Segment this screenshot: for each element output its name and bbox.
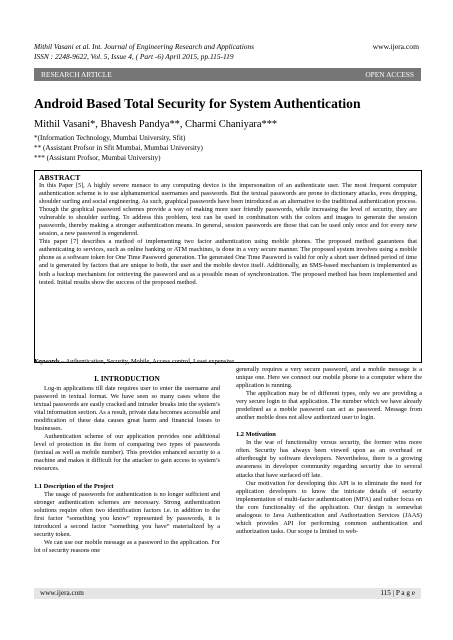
abstract-heading: ABSTRACT	[39, 173, 81, 182]
issn-line: ISSN : 2248-9622, Vol. 5, Issue 4, ( Part -6) April 2015, pp.115-119	[34, 52, 234, 61]
keywords-line	[34, 358, 424, 366]
intro-paragraph-2: Authentication scheme of our application provides one additional level of protection in the form of comparing two types of passwords (textual as well as mobile number). This provides enhanced security to a machine and makes it difficult for the attacker to gain access to system’s resources.	[34, 433, 220, 473]
subsection-heading-motivation: 1.2 Motivation	[236, 431, 276, 439]
open-access-label: OPEN ACCESS	[365, 70, 414, 79]
affiliations	[34, 133, 203, 163]
abstract-paragraph-2: This paper [7] describes a method of implementing two factor authentication using mobile phones. The proposed method guarantees that authenticating to services, such as online banking or ATM machines, is done in a very secure manner. The proposed system involves using a mobile phone as a software token for One Time Password generation. The generated One Time Password is valid for only a short user defined period of time and is generated by factors that are unique to both, the user and the mobile device itself. Additionally, an SMS-based mechanism is implemented as both a backup mechanism for retrieving the password and as a possible mean of synchronization. The proposed method has been implemented and tested. Initial results show the success of the proposed method.	[39, 238, 417, 286]
page-number: 115 | P a g e	[380, 589, 415, 597]
subsection-heading-description: 1.1 Description of the Project	[34, 482, 114, 490]
continued-paragraph: generally requires a very secure password, and a mobile message is a unique one. Here we connect our mobile phone to a computer where the application is running.	[236, 366, 422, 390]
author-list: Mithil Vasani*, Bhavesh Pandya**, Charmi Chaniyara***	[34, 119, 278, 130]
keywords-label: Keywords	[34, 358, 60, 365]
motivation-paragraph-1: In the war of functionality versus security, the former wins more often. Security has always been viewed upon as an overhead or afterthought by software developers. Nevertheless, there is a growing awareness in developer community regarding security due to several attacks that have surfaced off late.	[236, 439, 422, 479]
affiliation-1: *(Information Technology, Mumbai University, Sfit)	[34, 134, 186, 142]
article-type-band	[34, 68, 421, 81]
right-column	[236, 366, 422, 536]
paper-title: Android Based Total Security for System Authentication	[34, 96, 361, 111]
section-heading-introduction: I. INTRODUCTION	[94, 374, 160, 383]
motivation-paragraph-2: Our motivation for developing this API is to eliminate the need for application developers to know the intricate details of security implementation of multi-factor authentication (MFA) and rather focus on the core functionality of the application. Our design is somewhat analogous to Java Authentication and Authorization Services (JAAS) which provides API for performing common authentication and authorization tasks. Our scope is limited to web-	[236, 479, 422, 535]
journal-citation: Mithil Vasani et al. Int. Journal of Engineering Research and Applications	[34, 42, 255, 51]
affiliation-3: *** (Assistant Profsor, Mumbai University)	[34, 154, 161, 162]
running-header	[34, 42, 254, 62]
page-footer	[34, 588, 421, 599]
abstract-paragraph-1: In this Paper [5], A highly severe menace to any computing device is the impersonation of an authenticate user. The most frequent computer authentication scheme is to use alphanumerical usernames and passwords. But the textual passwords are prone to dictionary attacks, eves dropping, shoulder surfing and social engineering. As such, graphical passwords have been introduced as an alternative to the traditional authentication process. Though the graphical password schemes provide a way of making more user friendly passwords, while increasing the level of security, they are vulnerable to shoulder surfing. To address this problem, text can be used in combination with the colors and images to generate the session passwords, thereby making a stronger authentication means. In general, session passwords are those that can be used only once and for every new session, a new password is engendered.	[39, 182, 417, 238]
description-paragraph-1: The usage of passwords for authentication is no longer sufficient and stronger authentication schemes are necessary. Strong authentication solutions require often two identification factors i.e. in addition to the first factor “something you know” represented by passwords, it is introduced a second factor “something you have” materialized by a security token.	[34, 490, 220, 538]
research-article-label: RESEARCH ARTICLE	[41, 70, 112, 79]
left-column	[34, 374, 220, 555]
application-paragraph: The application may be of different types, only we are providing a very secure login to that application. The number which we have already predefined as a mobile password can act as password. Message from another mobile does not allow authorized user to login.	[236, 390, 422, 422]
intro-paragraph-1: Log-in applications till date requires user to enter the username and password in textual format. We have seen so many cases where the textual passwords are easily cracked and intruder breaks into the system’s vital information section. As a result, private data becomes accessible and modification of these data causes great harm and financial losses to businesses.	[34, 385, 220, 433]
footer-website-link[interactable]: www.ijera.com	[40, 589, 84, 597]
abstract-box	[34, 170, 422, 363]
header-website-link[interactable]: www.ijera.com	[372, 42, 419, 51]
keywords-text: – Authentication, Security, Mobile, Access control, Least expensive	[59, 358, 235, 365]
description-paragraph-2: We can use our mobile message as a password to the application. For lot of security reasons one	[34, 538, 220, 554]
affiliation-2: ** (Assistant Profsor in Sfit Mumbai, Mumbai University)	[34, 144, 203, 152]
